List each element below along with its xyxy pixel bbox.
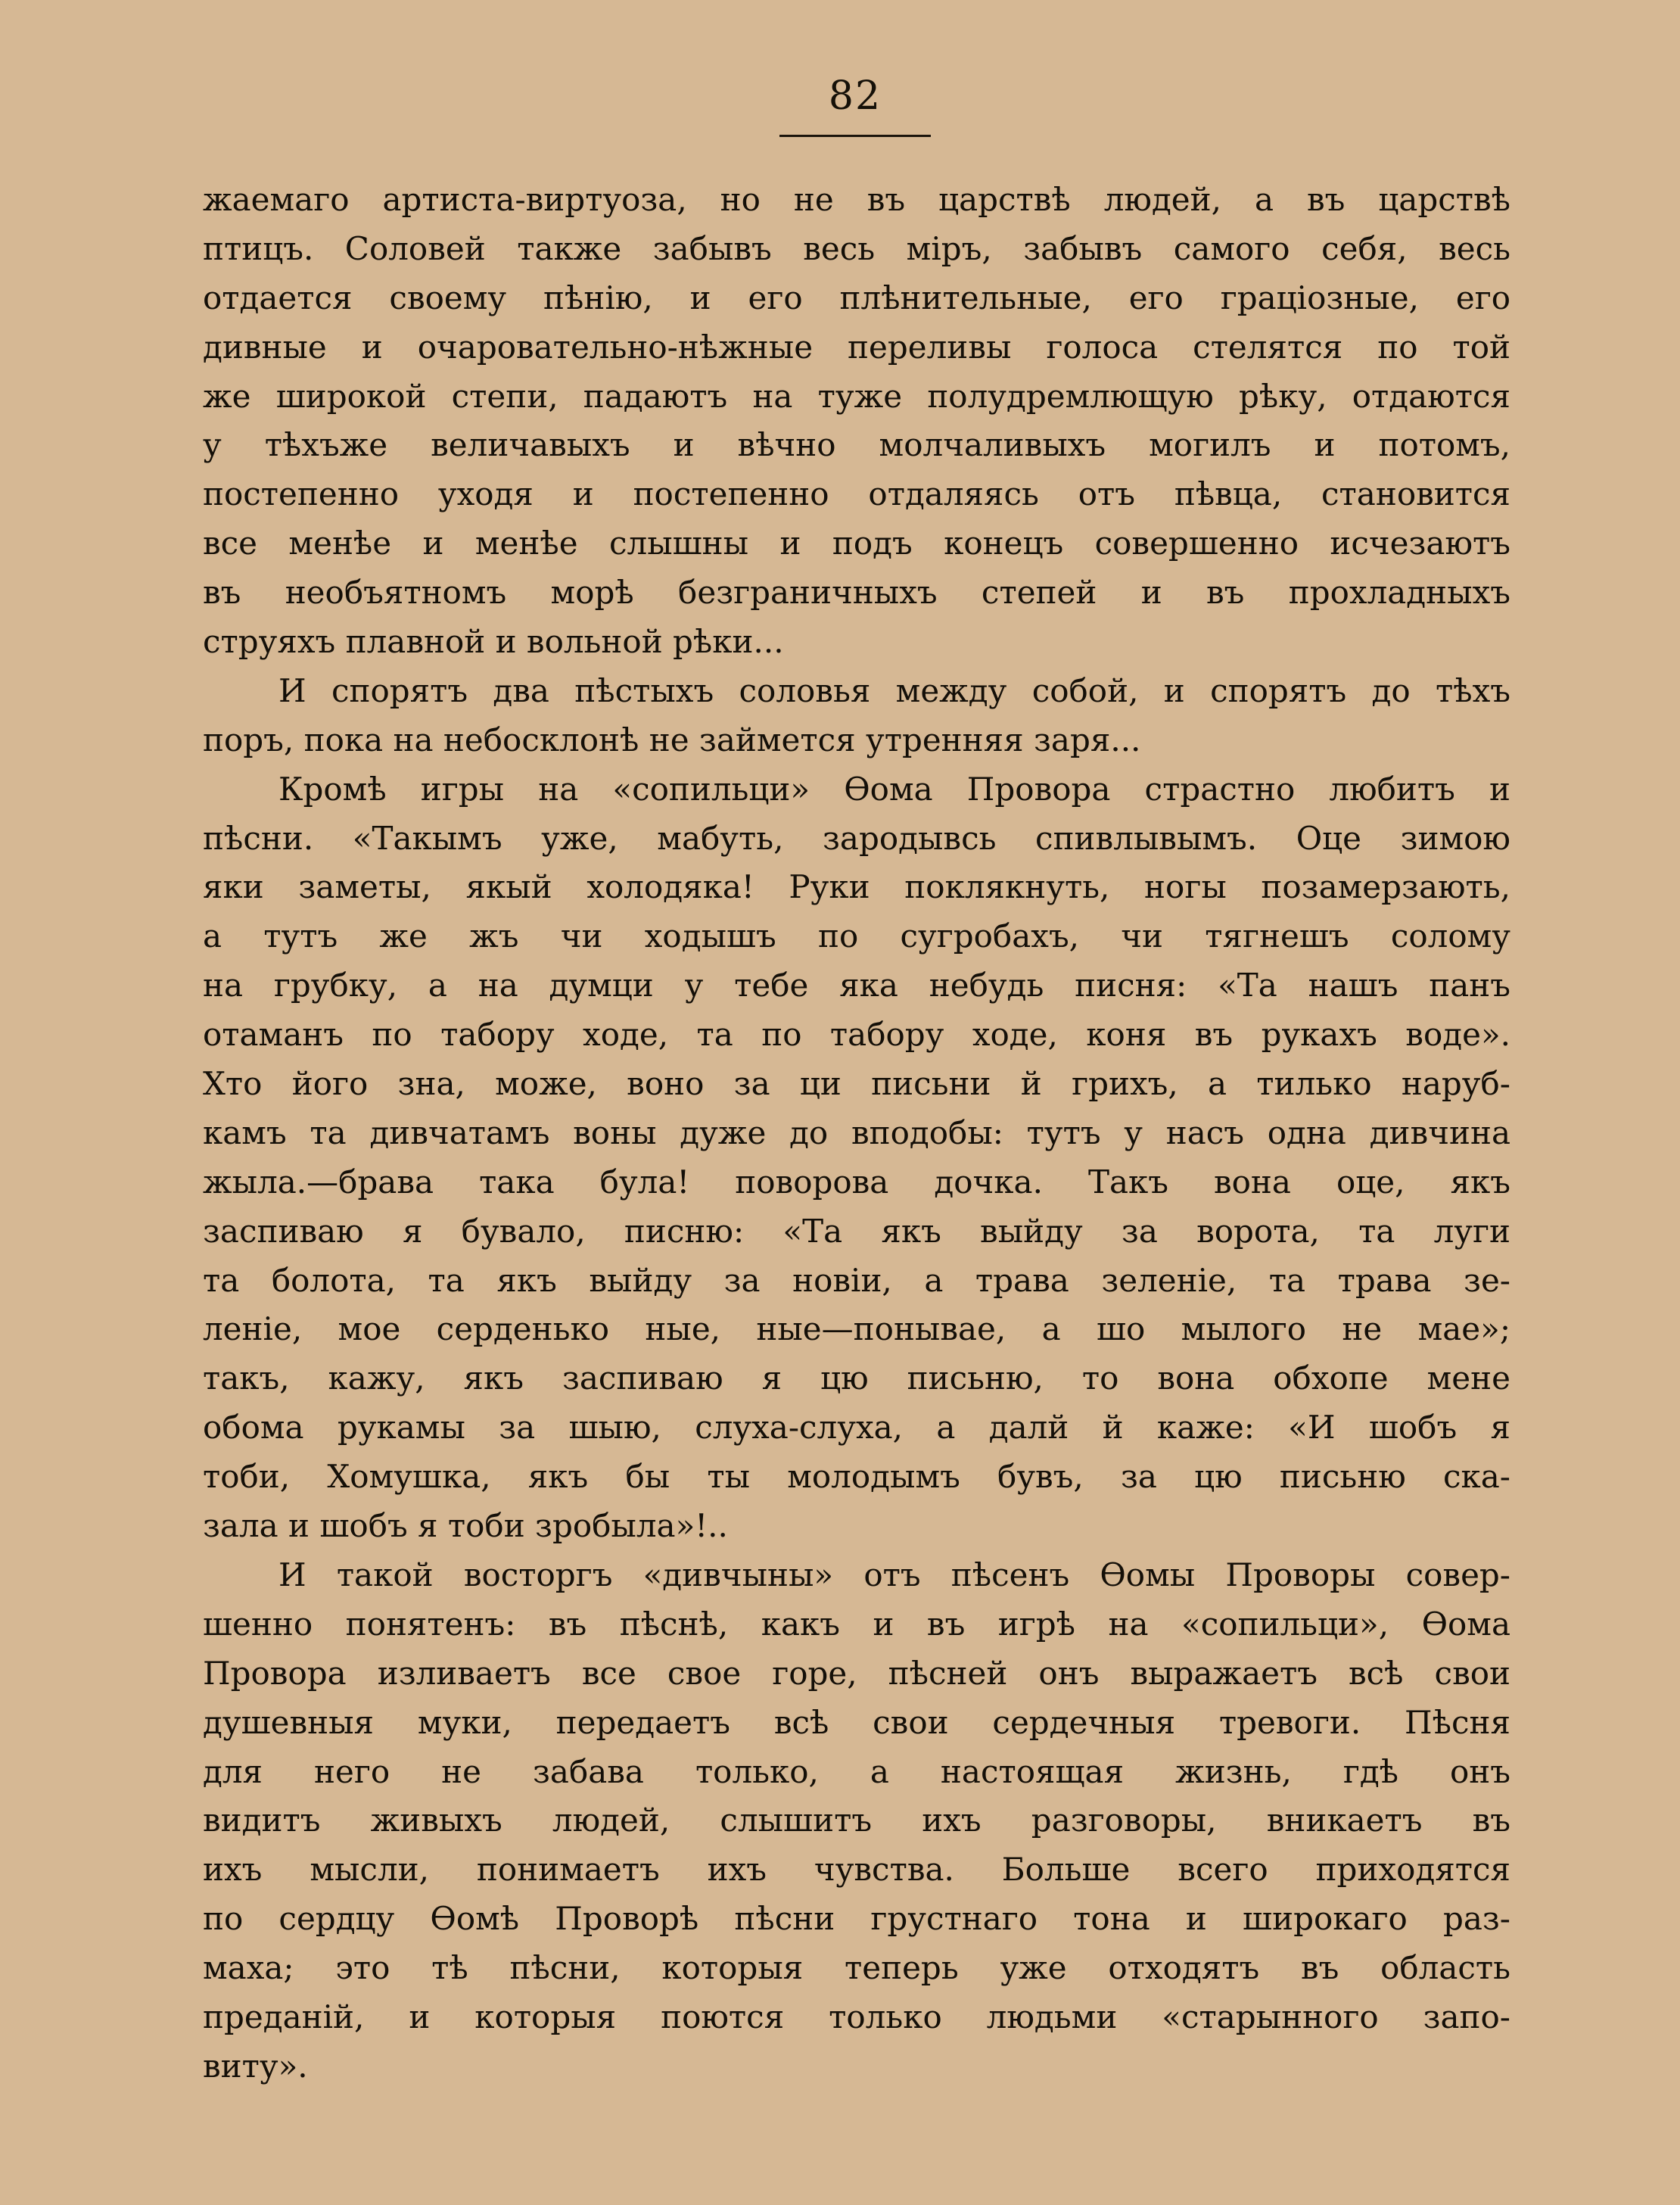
- text-line: такъ, кажу, якъ заспиваю я цю письню, то вона обхопе мене: [203, 1359, 1510, 1397]
- paragraph-delight: [203, 1551, 1510, 2091]
- text-line: И такой восторгъ «дивчыны» отъ пѣсенъ Ѳомы Проворы совер-: [278, 1556, 1510, 1593]
- text-line: отаманъ по табору ходе, та по табору ходе, коня въ рукахъ воде».: [203, 1016, 1510, 1054]
- text-line: яки заметы, якый холодяка! Руки поклякнуть, ногы позамерзають,: [203, 868, 1510, 906]
- body-text: [203, 176, 1510, 2091]
- text-line: обома рукамы за шыю, слуха-слуха, а далй й каже: «И шобъ я: [203, 1409, 1510, 1447]
- text-line: ихъ мысли, понимаетъ ихъ чувства. Больше всего приходятся: [203, 1851, 1510, 1889]
- text-line: Провора изливаетъ все свое горе, пѣсней онъ выражаетъ всѣ свои: [203, 1654, 1510, 1692]
- text-line: пѣсни. «Такымъ уже, мабуть, зародывсь спивлывымъ. Оце зимою: [203, 819, 1510, 857]
- text-line: для него не забава только, а настоящая жизнь, гдѣ онъ: [203, 1752, 1510, 1790]
- text-line: у тѣхъже величавыхъ и вѣчно молчаливыхъ могилъ и потомъ,: [203, 426, 1510, 464]
- text-line: камъ та дивчатамъ воны дуже до вподобы: тутъ у насъ одна дивчина: [203, 1113, 1510, 1151]
- text-line: И спорятъ два пѣстыхъ соловья между собой, и спорятъ до тѣхъ: [278, 671, 1510, 709]
- text-line: все менѣе и менѣе слышны и подъ конецъ совершенно исчезаютъ: [203, 525, 1510, 562]
- text-line: тоби, Хомушка, якъ бы ты молодымъ бувъ, за цю письню ска-: [203, 1458, 1510, 1496]
- paragraph-dispute: [203, 667, 1510, 765]
- text-line: постепенно уходя и постепенно отдаляясь отъ пѣвца, становится: [203, 475, 1510, 513]
- text-line: дивные и очаровательно-нѣжные переливы голоса стелятся по той: [203, 328, 1510, 366]
- text-line: душевныя муки, передаетъ всѣ свои сердечныя тревоги. Пѣсня: [203, 1703, 1510, 1741]
- text-line: та болота, та якъ выйду за новіи, а трава зеленіе, та трава зе-: [203, 1261, 1510, 1299]
- text-line: въ необъятномъ морѣ безграничныхъ степей и въ прохладныхъ: [203, 574, 1510, 612]
- text-line: отдается своему пѣнію, и его плѣнительные, его граціозные, его: [203, 279, 1510, 316]
- text-line: жаемаго артиста-виртуоза, но не въ царствѣ людей, а въ царствѣ: [203, 181, 1510, 218]
- text-line: птицъ. Соловей также забывъ весь міръ, забывъ самого себя, весь: [203, 229, 1510, 267]
- page-number: 82: [828, 73, 882, 119]
- text-line: Хто його зна, може, воно за ци письни й грихъ, а тилько наруб-: [203, 1065, 1510, 1103]
- text-line: заспиваю я бувало, писню: «Та якъ выйду за ворота, та луги: [203, 1212, 1510, 1250]
- text-line: видитъ живыхъ людей, слышитъ ихъ разговоры, вникаетъ въ: [203, 1802, 1510, 1839]
- text-line: шенно понятенъ: въ пѣснѣ, какъ и въ игрѣ на «сопильци», Ѳома: [203, 1605, 1510, 1643]
- text-line: леніе, мое серденько ные, ные—понывае, а шо мылого не мае»;: [203, 1310, 1510, 1348]
- text-line: жыла.—брава така була! поворова дочка. Такъ вона оце, якъ: [203, 1163, 1510, 1201]
- text-line: струяхъ плавной и вольной рѣки...: [203, 623, 784, 661]
- paragraph-nightingale: [203, 176, 1510, 667]
- text-line: виту».: [203, 2047, 308, 2085]
- text-line: зала и шобъ я тоби зробыла»!..: [203, 1507, 728, 1545]
- page-number-rule: [779, 135, 931, 137]
- text-line: на грубку, а на думци у тебе яка небудь писня: «Та нашъ панъ: [203, 967, 1510, 1004]
- text-line: Кромѣ игры на «сопильци» Ѳома Провора страстно любитъ и: [278, 770, 1510, 808]
- text-line: по сердцу Ѳомѣ Проворѣ пѣсни грустнаго тона и широкаго раз-: [203, 1900, 1510, 1938]
- text-line: маха; это тѣ пѣсни, которыя теперь уже отходятъ въ область: [203, 1949, 1510, 1987]
- text-line: преданій, и которыя поются только людьми «старынного запо-: [203, 1998, 1510, 2035]
- text-line: же широкой степи, падаютъ на туже полудремлющую рѣку, отдаются: [203, 377, 1510, 415]
- paragraph-songs: [203, 765, 1510, 1551]
- text-line: поръ, пока на небосклонѣ не займется утренняя заря...: [203, 721, 1141, 758]
- text-line: а тутъ же жъ чи ходышъ по сугробахъ, чи тягнешъ солому: [203, 917, 1510, 955]
